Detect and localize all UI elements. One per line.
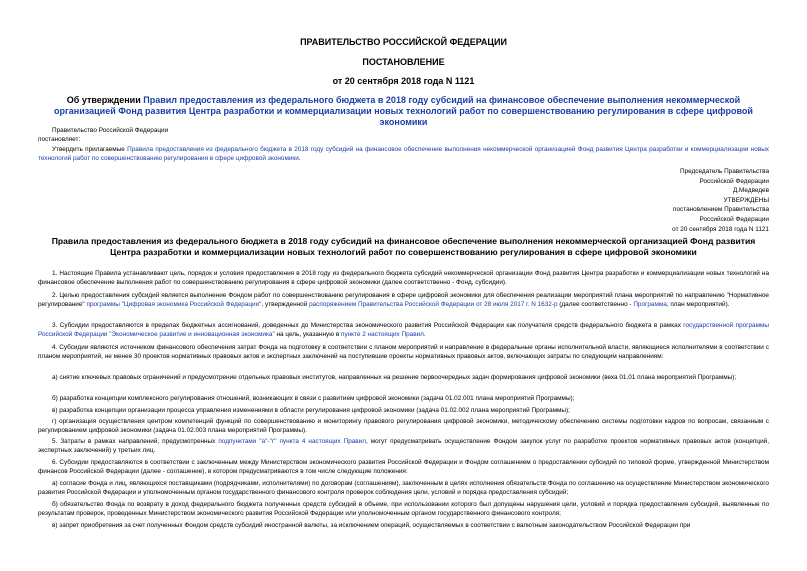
intro-line-1: Правительство Российской Федерации xyxy=(52,127,169,134)
p3-text-c: . xyxy=(423,330,426,338)
paragraph-4b: б) разработка концепции комплексного регулирования отношений, возникающих в связи с развитием цифровой экономики (задача 01.02.001 плана мероприятий Программы); xyxy=(52,395,575,402)
p3-text-b: на цель, указанную в xyxy=(274,330,341,338)
paragraph-4v: в) разработка концепции организации процесса управления изменениями в области регулирования цифровой экономики (задача 01.02.002 плана мероприятий Программы); xyxy=(52,407,570,414)
decree-date: от 20 сентября 2018 года N 1121 xyxy=(332,76,475,86)
paragraph-4: 4. Субсидии являются источником финансового обеспечения затрат Фонда на подготовку в соответствии с планом мероприятий и направление в федеральные органы исполнительной власти, являющиеся исполнителями в соответствии с планом мероприятий, не менее 30 проектов нормативных правовых актов и экспертных заключений на поступившие проекты нормативных правовых актов, включающих затраты по следующим направлениям: xyxy=(38,344,769,360)
signature-line-1: Председатель Правительства xyxy=(680,168,769,175)
document-title xyxy=(38,95,769,128)
paragraph-4g: г) организация осуществления центром компетенций функций по совершенствованию и мониторингу правового регулирования цифровой экономики, методическому обеспечению системы подготовки кадров по вопросам, связанным с регулированием цифровой экономики (задача 01.02.003 плана мероприятий Программы). xyxy=(38,418,769,434)
title-link[interactable]: Правил предоставления из федерального бюджета в 2018 году субсидий на финансовое обеспечение выполнения некоммерческой организацией Фонд развития Центра разработки и коммерциализации новых технологий работ по совершенствованию регулирования в сфере цифровой экономики xyxy=(54,95,753,127)
signature-line-2: Российской Федерации xyxy=(699,178,769,185)
paragraph-6a: а) согласие Фонда и лиц, являющихся поставщиками (подрядчиками, исполнителями) по договорам (соглашениям), заключенным в целях исполнения обязательств Фонда по соглашению на осуществление Министерством экономического развития Российской Федерации и уполномоченным органом государственного финансового контроля проверок соблюдения цели, условий и порядка предоставления субсидий; xyxy=(38,480,769,496)
decree-heading: ПОСТАНОВЛЕНИЕ xyxy=(362,57,445,67)
intro-p1-prefix: Утвердить прилагаемые xyxy=(52,146,128,153)
approved-line-4: от 20 сентября 2018 года N 1121 xyxy=(672,226,769,233)
p2-program-link[interactable]: программы "Цифровая экономика Российской Федерации" xyxy=(86,300,262,308)
paragraph-6b: б) обязательство Фонда по возврату в доход федерального бюджета полученных средств субсидий в объеме, при использовании которого был допущены нарушения цели, условий и порядка предоставления субсидий, выявленные по результатам проверок, проведенных Министерством экономического развития Российской Федерации или уполномоченным органом государственного финансового контроля; xyxy=(38,501,769,517)
p5-subitems-link[interactable]: подпунктами "а"-"г" пункта 4 настоящих Правил xyxy=(218,438,366,445)
p2-order-link[interactable]: распоряжением Правительства Российской Федерации от 28 июля 2017 г. N 1632-р xyxy=(309,300,558,308)
intro-p1-suffix: . xyxy=(298,154,301,162)
intro-p1-link[interactable]: Правила предоставления из федерального бюджета в 2018 году субсидий на финансовое обеспечение выполнения некоммерческой организацией Фонд развития Центра разработки и коммерциализации новых технологий работ по совершенствованию регулирования в сфере цифровой экономики xyxy=(38,146,769,162)
title-prefix: Об утверждении xyxy=(66,95,144,105)
paragraph-3 xyxy=(38,322,769,339)
government-heading: ПРАВИТЕЛЬСТВО РОССИЙСКОЙ ФЕДЕРАЦИИ xyxy=(300,37,507,47)
paragraph-6: 6. Субсидии предоставляются в соответствии с заключенным между Министерством экономического развития Российской Федерации и Фондом соглашением о предоставлении субсидий по типовой форме, утвержденной Министерством финансов Российской Федерации (далее - соглашение), в котором предусматриваются в том числе следующие положения: xyxy=(38,459,769,475)
paragraph-4a: а) снятие ключевых правовых ограничений и предусмотрение отдельных правовых институтов, направленных на решение первоочередных задач формирования цифровой экономики (веха 01.01 плана мероприятий Программы); xyxy=(52,374,737,381)
paragraph-5 xyxy=(38,438,769,455)
paragraph-1: 1. Настоящие Правила устанавливают цель, порядок и условия предоставления в 2018 году из федерального бюджета субсидий некоммерческой организации Фонд развития Центра разработки и коммерциализации новых технологий на финансовое обеспечение выполнения работ по совершенствованию регулирования в сфере цифровой экономики (далее соответственно - Фонд, субсидии). xyxy=(38,270,769,286)
approved-line-3: Российской Федерации xyxy=(699,216,769,223)
intro-line-2: постановляет: xyxy=(38,136,81,143)
p2-text-a: 2. Целью предоставления субсидий является выполнение Фондом работ по совершенствованию регулирования в сфере цифровой экономики для обеспечения реализации мероприятий плана мероприятий по направлению "Нормативное регулирование" xyxy=(38,292,769,308)
p3-item-link[interactable]: пункте 2 настоящих Правил xyxy=(340,330,424,338)
p5-text-a: 5. Затраты в рамках направлений, предусмотренных xyxy=(52,438,219,445)
paragraph-6v: в) запрет приобретения за счет полученных Фондом средств субсидий иностранной валюты, за исключением операций, осуществляемых в соответствии с валютным законодательством Российской Федерации при xyxy=(52,522,691,529)
rules-title: Правила предоставления из федерального бюджета в 2018 году субсидий на финансовое обеспечение выполнения некоммерческой организацией Фонд развития Центра разработки и коммерциализации новых технологий работ по совершенствованию регулирования в сфере цифровой экономики xyxy=(51,236,756,257)
intro-paragraph xyxy=(38,146,769,163)
approved-line-1: УТВЕРЖДЕНЫ xyxy=(723,197,769,204)
p3-text-a: 3. Субсидии предоставляются в пределах бюджетных ассигнований, доведенных до Министерства экономического развития Российской Федерации как получателя средств федерального бюджета в рамках xyxy=(52,322,684,329)
p2-program-short-link[interactable]: Программа xyxy=(633,300,667,308)
p2-text-d: , план мероприятий). xyxy=(666,300,730,308)
p2-text-c: (далее соответственно - xyxy=(557,300,634,308)
signature-line-3: Д.Медведев xyxy=(732,187,769,194)
p2-text-b: , утвержденной xyxy=(261,300,310,308)
p3-state-program-link[interactable]: государственной программы Российской Федерации "Экономическое развитие и инновационная экономика" xyxy=(38,322,769,338)
approved-line-2: постановлением Правительства xyxy=(673,206,769,213)
p5-text-b: , могут предусматривать осуществление Фондом закупок услуг по разработке проектов нормативных правовых актов (концепций, экспертных заключений) у третьих лиц. xyxy=(38,438,769,454)
paragraph-2 xyxy=(38,292,769,309)
